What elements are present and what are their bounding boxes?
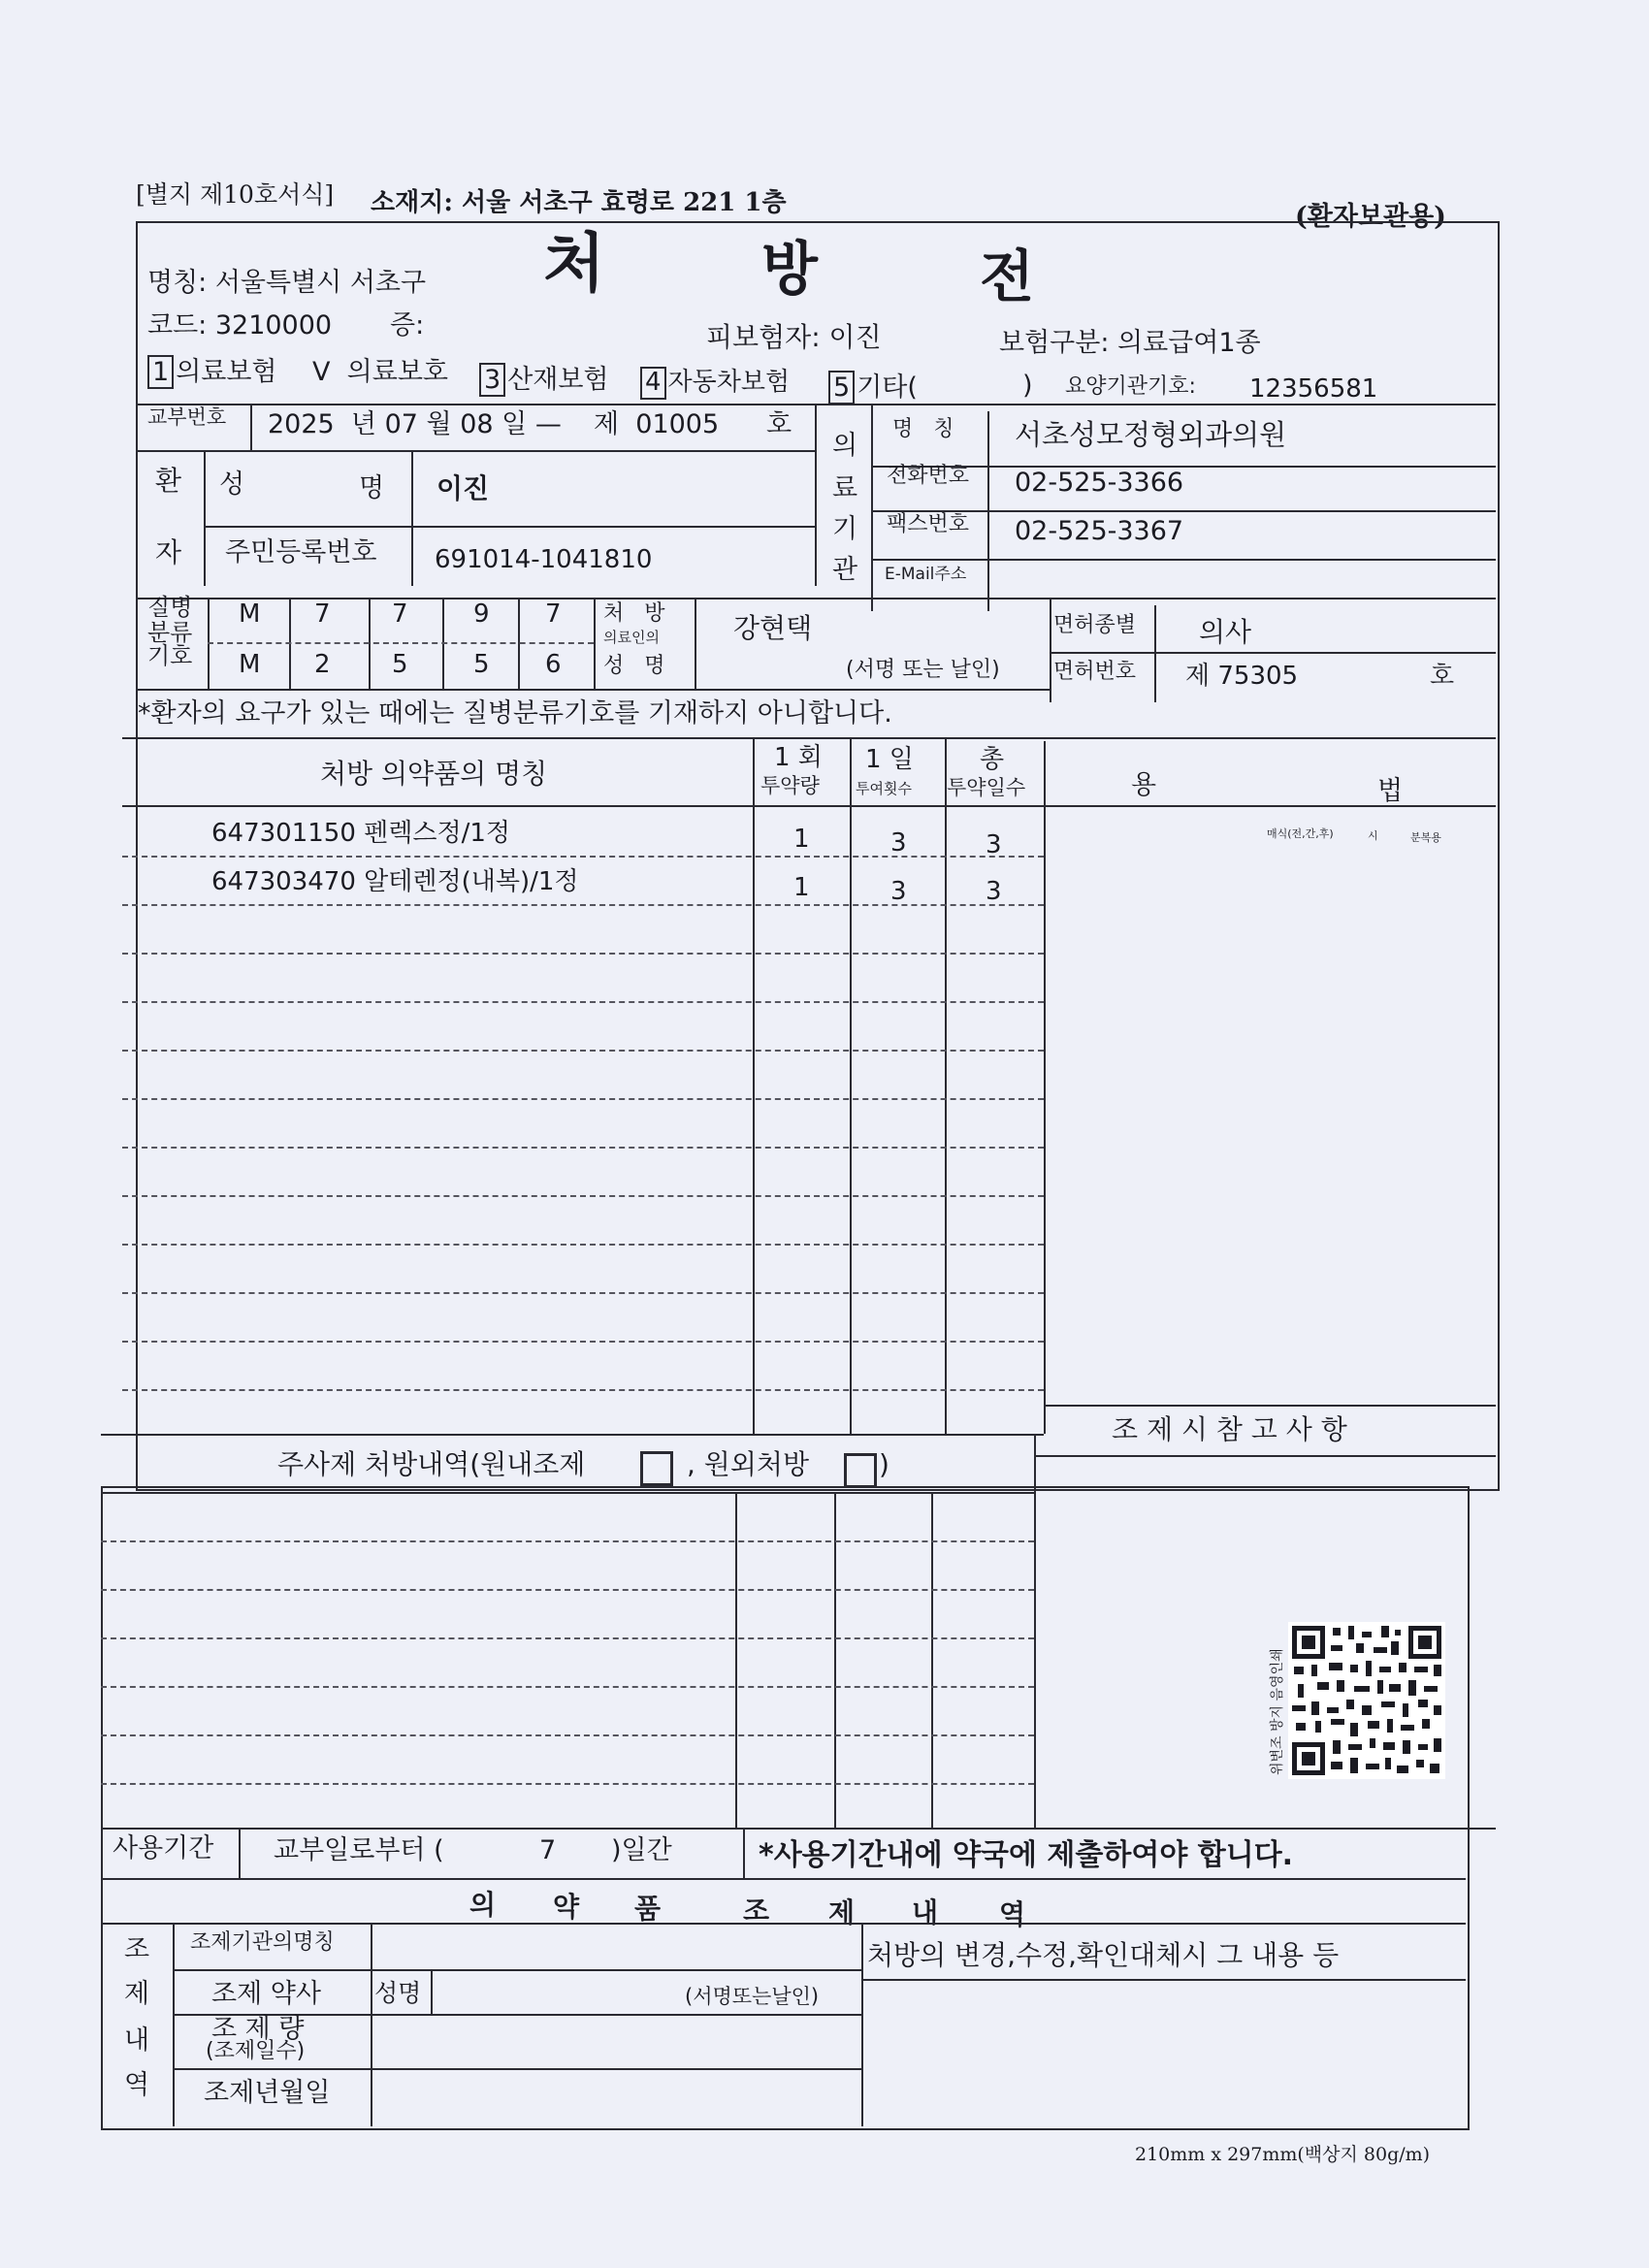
disease-label-3: 기호	[147, 642, 193, 669]
disease2-char-2: 2	[314, 650, 331, 679]
dispense-side-2: 제	[124, 1979, 150, 2009]
check-mark: V	[312, 357, 331, 387]
inst-side-4: 관	[832, 555, 858, 585]
care-code: 12356581	[1249, 374, 1378, 404]
usage-note-time: 시	[1368, 829, 1378, 842]
license-type-label: 면허종별	[1053, 613, 1137, 637]
rx-row-1-days: 3	[986, 830, 1002, 859]
usage-note-dose: 분복용	[1410, 831, 1441, 844]
issue-date: 2025 년 07 월 08 일 —	[268, 409, 562, 439]
period-label: 사용기간	[113, 1833, 214, 1863]
dispense-side-1: 조	[124, 1934, 150, 1964]
inst-name-label: 명 칭	[892, 417, 954, 441]
prescriber-name: 강현택	[733, 612, 813, 644]
insurer-code: 코드: 3210000	[147, 310, 333, 340]
in-house-checkbox[interactable]	[640, 1451, 673, 1486]
usage-note-meal: 매식(전,간,후)	[1267, 827, 1334, 840]
dispense-name-label: 성명	[374, 1979, 422, 2007]
patient-name-label-1: 성	[219, 470, 245, 500]
dispense-title-1: 의	[469, 1889, 497, 1921]
prescriber-label-2: 의료인의	[603, 629, 660, 646]
dispense-title-5: 제	[828, 1896, 856, 1928]
dispense-side-4: 역	[124, 2070, 150, 2100]
rx-row-2-dose: 1	[793, 873, 810, 902]
prescriber-label-1: 처 방	[603, 601, 665, 626]
rx-header-name: 처방 의약품의 명칭	[320, 758, 548, 790]
patient-side-2: 자	[155, 536, 182, 568]
dispense-change-label: 처방의 변경,수정,확인대체시 그 내용 등	[867, 1939, 1340, 1971]
option-car-insurance: 4 자동차보험	[640, 367, 790, 400]
dispense-sign: (서명또는날인)	[685, 1985, 820, 2008]
option-medical-insurance: 1 의료보험	[147, 355, 277, 389]
dispense-qty-label-2: (조제일수)	[206, 2039, 306, 2063]
fax-label: 팩스번호	[887, 512, 970, 536]
patient-side-1: 환	[155, 465, 182, 497]
option-industrial-accident: 3 산재보험	[479, 363, 609, 397]
qr-code	[1288, 1622, 1445, 1779]
dispense-title-2: 약	[553, 1891, 580, 1923]
rx-header-usage-2: 법	[1377, 776, 1404, 806]
rx-header-dose-1: 1 회	[774, 743, 823, 772]
anti-forgery-caption: 위변조 방지 음영인쇄	[1270, 1648, 1285, 1775]
form-frame-bottom	[101, 1486, 1470, 2130]
period-days: 7	[539, 1835, 557, 1865]
prescriber-label-3: 성 명	[603, 654, 665, 678]
inst-phone: 02-525-3366	[1015, 468, 1184, 498]
dispense-title-3: 품	[634, 1893, 662, 1925]
dispense-side-3: 내	[124, 2025, 150, 2056]
license-type: 의사	[1199, 616, 1252, 648]
rx-row-2-name: 647303470 알테렌정(내복)/1정	[211, 867, 579, 896]
disease1-char-1: M	[239, 599, 261, 629]
disease2-char-3: 5	[392, 650, 408, 679]
injection-label-close: )	[879, 1448, 889, 1480]
issue-no: 제 01005	[594, 409, 720, 439]
injection-label: 주사제 처방내역(원내조제	[277, 1448, 586, 1480]
option-other: 5 기타(	[828, 371, 918, 405]
form-number: [별지 제10호서식]	[136, 180, 335, 209]
inst-side-2: 료	[832, 473, 858, 503]
license-no: 제 75305	[1185, 662, 1299, 691]
rrn-label: 주민등록번호	[225, 537, 377, 567]
dispense-inst-label: 조제기관의명칭	[190, 1930, 335, 1955]
disease-label-1: 질병	[147, 594, 193, 621]
insurance-cert: 증:	[390, 310, 425, 340]
rx-header-days-2: 투약일수	[947, 776, 1026, 799]
disease2-char-1: M	[239, 650, 261, 679]
dispense-title-4: 조	[743, 1895, 770, 1927]
disease2-char-5: 6	[545, 650, 562, 679]
address: 소재지: 서울 서초구 효령로 221 1층	[371, 188, 787, 217]
insurer-name: 명칭: 서울특별시 서초구	[147, 268, 427, 298]
issue-no-unit: 호	[766, 409, 792, 439]
disease1-char-5: 7	[545, 599, 562, 629]
period-from: 교부일로부터 (	[274, 1835, 444, 1865]
title-char-1: 처	[543, 225, 605, 301]
inst-side-1: 의	[832, 431, 858, 461]
rx-header-usage-1: 용	[1131, 770, 1157, 800]
dispense-pharmacist-label: 조제 약사	[211, 1979, 321, 2009]
disease1-char-3: 7	[392, 599, 408, 629]
inst-side-3: 기	[832, 514, 858, 544]
rx-header-freq-2: 투여횟수	[856, 780, 912, 797]
paper-size: 210mm x 297mm(백상지 80g/m)	[1135, 2144, 1431, 2165]
rx-row-2-days: 3	[986, 877, 1002, 906]
rx-row-2-freq: 3	[890, 877, 907, 906]
rx-header-dose-2: 투약량	[760, 774, 820, 797]
title-char-3: 전	[980, 243, 1035, 309]
dispense-date-label: 조제년월일	[204, 2078, 331, 2108]
outside-checkbox[interactable]	[844, 1453, 877, 1488]
rx-row-1-name: 647301150 펜렉스정/1정	[211, 819, 511, 848]
disease-code-notice: *환자의 요구가 있는 때에는 질병분류기호를 기재하지 아니합니다.	[138, 698, 892, 729]
patient-name: 이진	[436, 472, 490, 504]
inst-fax: 02-525-3367	[1015, 516, 1184, 546]
rx-header-freq-1: 1 일	[865, 745, 914, 774]
rx-row-1-freq: 3	[890, 828, 907, 858]
period-notice: *사용기간내에 약국에 제출하여야 합니다.	[759, 1838, 1294, 1872]
dispense-qty-label-1: 조 제 량	[211, 2014, 305, 2044]
injection-label-outside: , 원외처방	[687, 1448, 809, 1480]
phone-label: 전화번호	[887, 464, 970, 488]
option-other-close: )	[1022, 371, 1033, 401]
issue-number-label: 교부번호	[147, 405, 227, 429]
patient-rrn: 691014-1041810	[435, 545, 653, 574]
inst-name: 서초성모정형외과의원	[1015, 418, 1287, 451]
disease1-char-4: 9	[473, 599, 490, 629]
dispense-title-7: 역	[999, 1898, 1026, 1930]
disease2-char-4: 5	[473, 650, 490, 679]
copy-type: (환자보관용)	[1295, 202, 1446, 232]
license-no-unit: 호	[1430, 662, 1455, 691]
dispense-title-6: 내	[912, 1896, 939, 1928]
insurance-type: 보험구분: 의료급여1종	[999, 328, 1261, 358]
period-unit: )일간	[611, 1835, 672, 1865]
option-medical-aid: V 의료보호	[312, 357, 448, 387]
disease-label-2: 분류	[147, 619, 193, 646]
disease1-char-2: 7	[314, 599, 331, 629]
license-no-label: 면허번호	[1053, 660, 1137, 684]
dispensing-reference-label: 조 제 시 참 고 사 항	[1112, 1413, 1347, 1445]
prescriber-sign: (서명 또는 날인)	[846, 658, 1000, 682]
patient-name-label-2: 명	[359, 473, 385, 503]
care-code-label: 요양기관기호:	[1065, 374, 1196, 399]
insured-person: 피보험자: 이진	[706, 321, 882, 353]
email-label: E-Mail주소	[885, 565, 967, 584]
rx-header-days-1: 총	[980, 745, 1005, 774]
rx-row-1-dose: 1	[793, 825, 810, 854]
title-char-2: 방	[761, 236, 818, 304]
